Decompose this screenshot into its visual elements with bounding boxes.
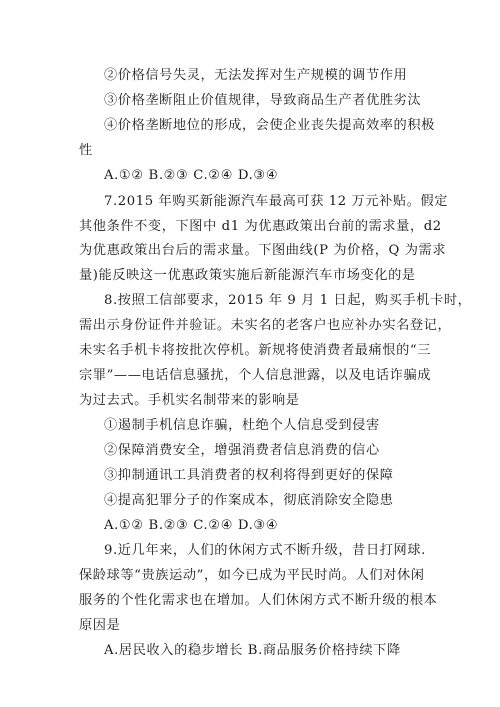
answer-choices-line: A.①② B.②③ C.②④ D.③④ <box>104 168 279 183</box>
question-line: 7.2015 年购买新能源汽车最高可获 12 万元补贴。假定 <box>104 194 449 209</box>
text-line: 宗罪”——电话信息骚扰，个人信息泄露，以及电话诈骗成 <box>79 368 432 383</box>
text-line: 为优惠政策出台后的需求量。下图曲线(P 为价格，Q 为需求 <box>79 243 447 258</box>
option-line: ②价格信号失灵，无法发挥对生产规模的调节作用 <box>104 68 408 83</box>
option-line: ④提高犯罪分子的作案成本，彻底消除安全隐患 <box>104 493 394 508</box>
text-line: 量)能反映这一优惠政策实施后新能源汽车市场变化的是 <box>79 268 416 283</box>
text-line: 性 <box>79 143 93 158</box>
option-line: ③价格垄断阻止价值规律，导致商品生产者优胜劣汰 <box>104 93 422 108</box>
text-line: 其他条件不变，下图中 d1 为优惠政策出台前的需求量，d2 <box>79 219 442 234</box>
option-line: ③抑制通讯工具消费者的权利将得到更好的保障 <box>104 468 394 483</box>
option-line: ④价格垄断地位的形成，会使企业丧失提高效率的积极 <box>104 118 435 133</box>
text-line: 保龄球等“贵族运动”，如今已成为平民时尚。人们对休闲 <box>79 568 425 583</box>
answer-choices-line: A.①② B.②③ C.②④ D.③④ <box>104 518 279 533</box>
question-line: 8.按照工信部要求，2015 年 9 月 1 日起，购买手机卡时， <box>104 293 472 308</box>
text-line: 为过去式。手机实名制带来的影响是 <box>79 393 300 408</box>
text-line: 原因是 <box>79 618 121 633</box>
text-line: 服务的个性化需求也在增加。人们休闲方式不断升级的根本 <box>79 593 438 608</box>
option-line: ①遏制手机信息诈骗，杜绝个人信息受到侵害 <box>104 418 380 433</box>
answer-choices-line: A.居民收入的稳步增长 B.商品服务价格持续下降 <box>104 643 401 658</box>
option-line: ②保障消费安全，增强消费者信息消费的信心 <box>104 443 380 458</box>
text-line: 未实名手机卡将按批次停机。新规将使消费者最痛恨的“三 <box>79 343 432 358</box>
question-line: 9.近几年来，人们的休闲方式不断升级，昔日打网球. <box>104 543 426 558</box>
text-line: 需出示身份证件并验证。未实名的老客户也应补办实名登记， <box>79 318 452 333</box>
